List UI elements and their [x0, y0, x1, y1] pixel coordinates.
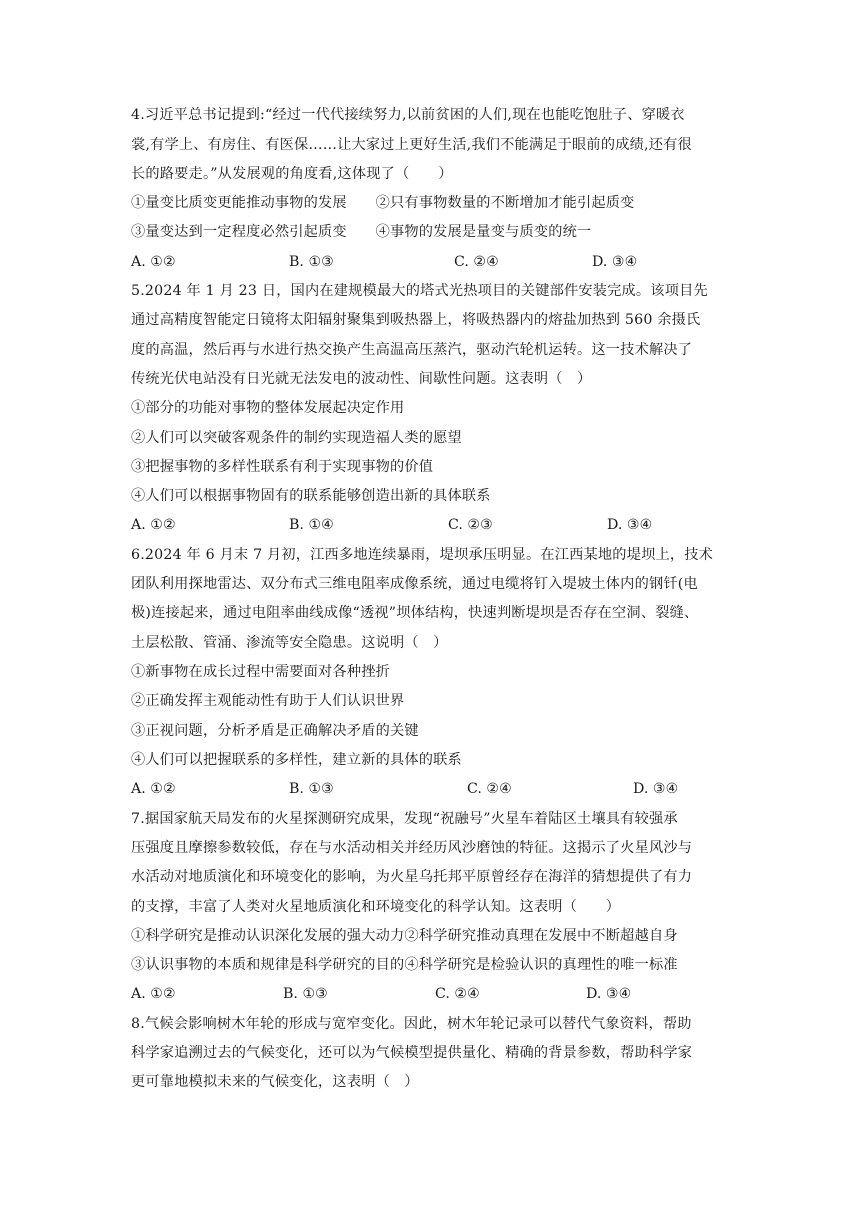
question-5-stem-line-4: 传统光伏电站没有日光就无法发电的波动性、间歇性问题。这表明（ ） [131, 371, 592, 387]
question-8-stem-line-2: 科学家追溯过去的气候变化，还可以为气候模型提供量化、精确的背景参数，帮助科学家 [131, 1045, 693, 1061]
question-4-option-d: D. ③④ [592, 254, 638, 270]
question-7-stem-line-3: 水活动对地质演化和环境变化的影响，为火星乌托邦平原曾经存在海洋的猜想提供了有力 [131, 869, 693, 885]
question-4-stem-line-1: 4.习近平总书记提到:“经过一代代接续努力,以前贫困的人们,现在也能吃饱肚子、穿暖衣 [131, 107, 685, 123]
question-5-option-a: A. ①② [131, 517, 176, 533]
question-6-stem-line-4: 土层松散、管涌、渗流等安全隐患。这说明（ ） [131, 635, 448, 651]
question-6-statement-line-3: ③正视问题，分析矛盾是正确解决矛盾的关键 [131, 723, 419, 739]
question-6-stem-line-1: 6.2024 年 6 月末 7 月初，江西多地连续暴雨，堤坝承压明显。在江西某地的堤坝上，技术 [131, 547, 714, 563]
question-6-option-a: A. ①② [131, 781, 176, 797]
question-5-statement-line-1: ①部分的功能对事物的整体发展起决定作用 [131, 400, 405, 416]
question-6-stem-line-3: 极)连接起来，通过电阻率曲线成像“透视”坝体结构，快速判断堤坝是否存在空洞、裂缝、 [131, 605, 699, 621]
question-6-option-c: C. ②④ [467, 781, 512, 797]
question-5-statement-line-3: ③把握事物的多样性联系有利于实现事物的价值 [131, 459, 434, 475]
question-7-option-a: A. ①② [131, 986, 176, 1002]
question-5-option-b: B. ①④ [289, 517, 334, 533]
question-7-statement-line-2: ③认识事物的本质和规律是科学研究的目的④科学研究是检验认识的真理性的唯一标准 [131, 957, 678, 973]
question-6-option-b: B. ①③ [289, 781, 334, 797]
question-7-option-b: B. ①③ [283, 986, 328, 1002]
question-4-stem-line-3: 长的路要走。”从发展观的角度看,这体现了（ ） [131, 166, 453, 182]
question-5-statement-line-4: ④人们可以根据事物固有的联系能够创造出新的具体联系 [131, 488, 491, 504]
question-8-stem-line-3: 更可靠地模拟未来的气候变化，这表明（ ） [131, 1074, 419, 1090]
question-6-statement-line-2: ②正确发挥主观能动性有助于人们认识世界 [131, 693, 405, 709]
question-6-statement-line-1: ①新事物在成长过程中需要面对各种挫折 [131, 664, 390, 680]
question-6-option-d: D. ③④ [633, 781, 679, 797]
question-7-stem-line-1: 7.据国家航天局发布的火星探测研究成果，发现“祝融号”火星车着陆区土壤具有较强承 [131, 811, 678, 827]
question-7-stem-line-4: 的支撑，丰富了人类对火星地质演化和环境变化的科学认知。这表明（ ） [131, 899, 621, 915]
question-4-option-a: A. ①② [131, 254, 176, 270]
question-4-statement-line-1: ①量变比质变更能推动事物的发展 ②只有事物数量的不断增加才能引起质变 [131, 195, 635, 211]
question-5-option-d: D. ③④ [607, 517, 653, 533]
question-7-stem-line-2: 压强度且摩擦参数较低，存在与水活动相关并经历风沙磨蚀的特征。这揭示了火星风沙与 [131, 840, 693, 856]
question-7-statement-line-1: ①科学研究是推动认识深化发展的强大动力②科学研究推动真理在发展中不断超越自身 [131, 928, 678, 944]
question-7-option-c: C. ②④ [435, 986, 480, 1002]
question-5-statement-line-2: ②人们可以突破客观条件的制约实现造福人类的愿望 [131, 430, 462, 446]
question-4-statement-line-2: ③量变达到一定程度必然引起质变 ④事物的发展是量变与质变的统一 [131, 224, 592, 240]
question-5-stem-line-3: 度的高温，然后再与水进行热交换产生高温高压蒸汽，驱动汽轮机运转。这一技术解决了 [131, 342, 693, 358]
question-5-option-c: C. ②③ [448, 517, 493, 533]
question-8-stem-line-1: 8.气候会影响树木年轮的形成与宽窄变化。因此，树木年轮记录可以替代气象资料，帮助 [131, 1016, 692, 1032]
question-4-option-b: B. ①③ [289, 254, 334, 270]
question-7-option-d: D. ③④ [586, 986, 632, 1002]
question-4-stem-line-2: 裳,有学上、有房住、有医保……让大家过上更好生活,我们不能满足于眼前的成绩,还有很 [131, 137, 692, 153]
question-6-stem-line-2: 团队利用探地雷达、双分布式三维电阻率成像系统，通过电缆将钉入堤坡土体内的钢钎(电 [131, 576, 698, 592]
question-6-statement-line-4: ④人们可以把握联系的多样性，建立新的具体的联系 [131, 752, 462, 768]
question-5-stem-line-1: 5.2024 年 1 月 23 日，国内在建规模最大的塔式光热项目的关键部件安装完成。该项目先 [131, 283, 708, 299]
question-4-option-c: C. ②④ [454, 254, 499, 270]
question-5-stem-line-2: 通过高精度智能定日镜将太阳辐射聚集到吸热器上，将吸热器内的熔盐加热到 560 余摄氏 [131, 312, 701, 328]
